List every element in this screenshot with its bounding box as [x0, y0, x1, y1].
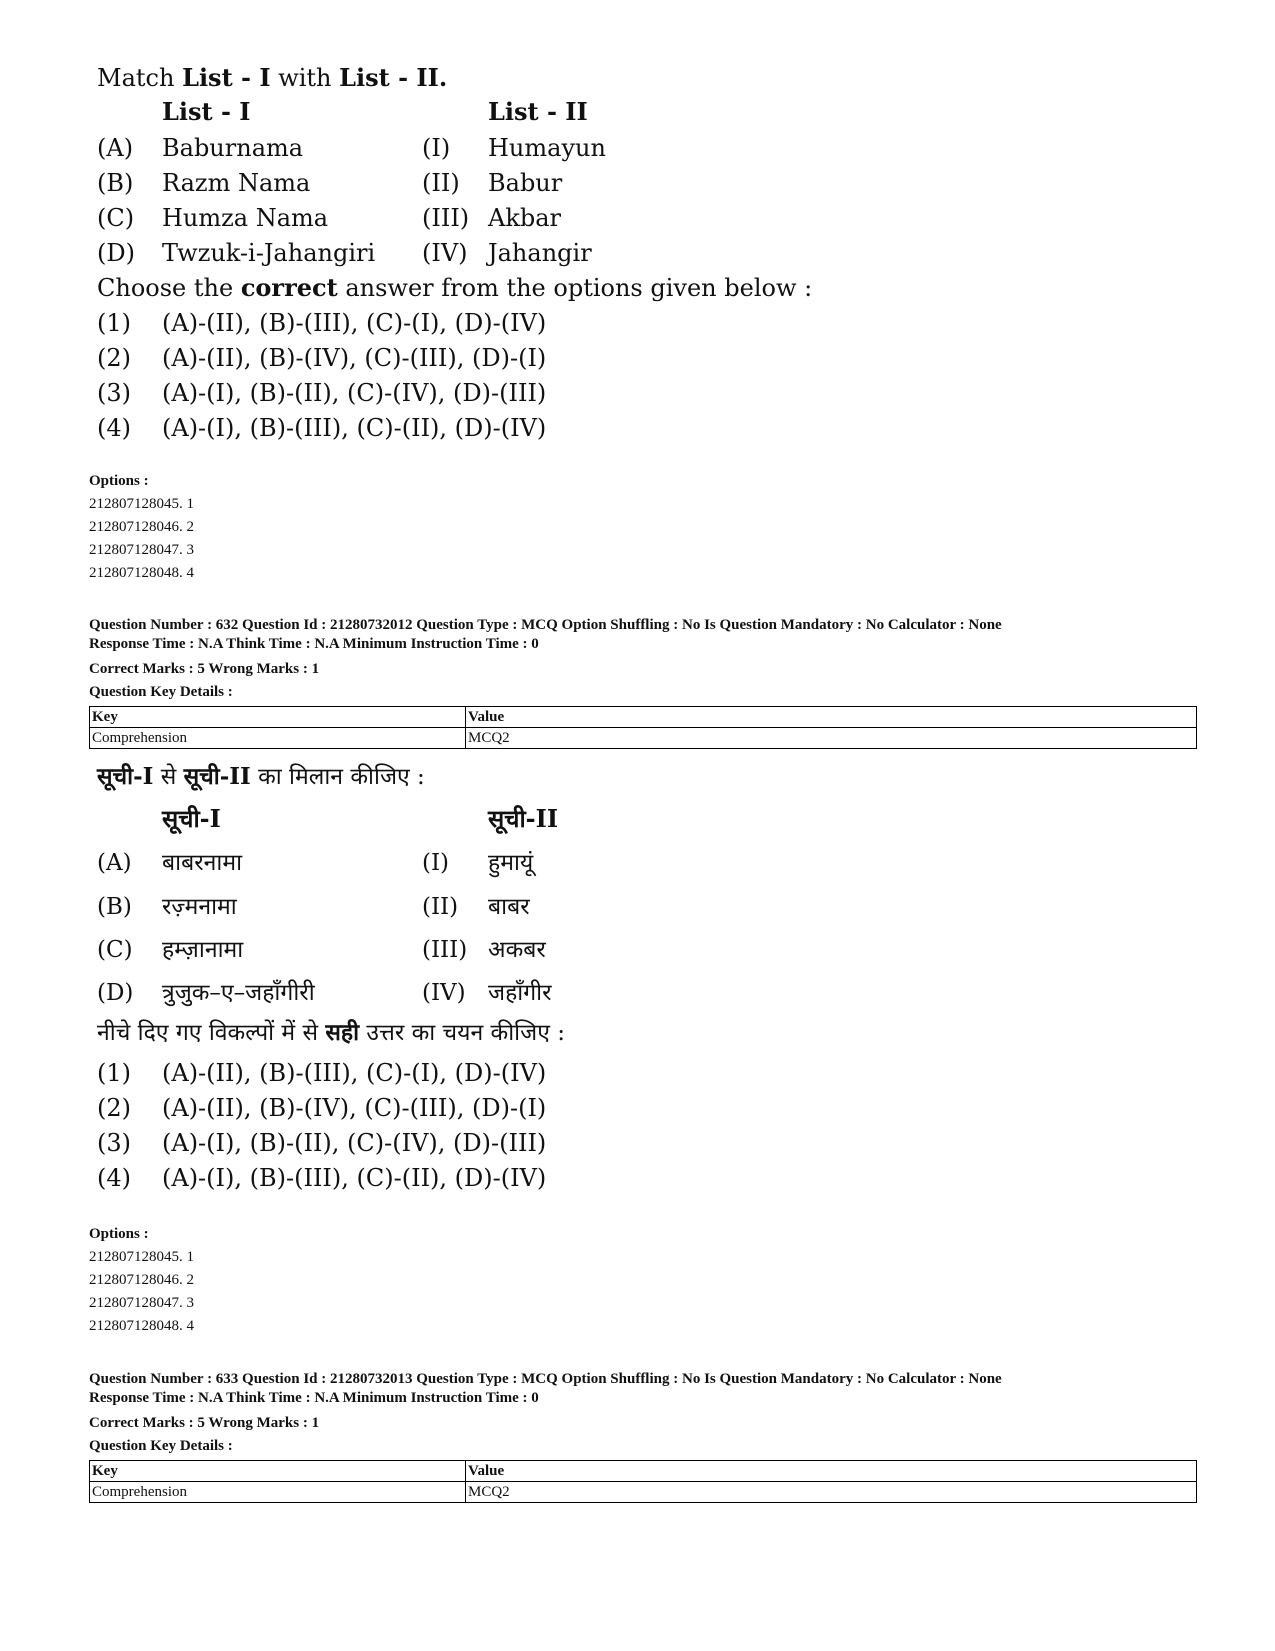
- answer-choice: [97, 1058, 797, 1088]
- list1-item: Humza Nama: [162, 204, 329, 232]
- list1-item: बाबरनामा: [162, 850, 243, 876]
- choice-number: (4): [97, 1164, 131, 1192]
- row-label: (A): [97, 850, 132, 876]
- text: से: [153, 764, 184, 790]
- text: सूची-I: [97, 763, 154, 790]
- table-cell: MCQ2: [466, 1482, 1197, 1503]
- option-id: 212807128048. 4: [89, 565, 194, 581]
- choice-number: (2): [97, 344, 131, 372]
- row-roman: (II): [422, 894, 459, 920]
- table-cell: Comprehension: [90, 1482, 466, 1503]
- text: with: [270, 64, 340, 92]
- list1-item: हम्ज़ानामा: [162, 937, 244, 963]
- row-label: (B): [97, 894, 132, 920]
- option-id: 212807128047. 3: [89, 1295, 194, 1311]
- key-details-label: Question Key Details :: [89, 1438, 233, 1454]
- list2-item: Jahangir: [488, 239, 592, 267]
- question-meta: [89, 1370, 1189, 1408]
- list2-heading: सूची-II: [488, 804, 559, 833]
- answer-choice: [97, 308, 797, 338]
- answer-choice: [97, 378, 797, 408]
- table-row: [90, 728, 1197, 749]
- key-details-label: Question Key Details :: [89, 684, 233, 700]
- match-row: [97, 168, 797, 198]
- row-roman: (IV): [422, 239, 468, 267]
- choice-text: (A)-(I), (B)-(III), (C)-(II), (D)-(IV): [162, 1164, 547, 1192]
- match-instruction: [97, 762, 425, 792]
- table-cell: MCQ2: [466, 728, 1197, 749]
- row-label: (C): [97, 204, 135, 232]
- text: का मिलान कीजिए :: [250, 764, 425, 790]
- row-roman: (III): [422, 204, 470, 232]
- option-id: 212807128046. 2: [89, 519, 194, 535]
- list2-item: Akbar: [488, 204, 562, 232]
- choice-number: (1): [97, 309, 131, 337]
- choice-number: (3): [97, 1129, 131, 1157]
- text: Choose the: [97, 274, 241, 302]
- question-632-body: [97, 762, 797, 1202]
- row-label: (D): [97, 980, 134, 1006]
- choice-text: (A)-(II), (B)-(IV), (C)-(III), (D)-(I): [162, 344, 547, 372]
- list2-item: Babur: [488, 169, 563, 197]
- row-roman: (I): [422, 134, 451, 162]
- choice-text: (A)-(I), (B)-(III), (C)-(II), (D)-(IV): [162, 414, 547, 442]
- match-row: [97, 238, 797, 268]
- header-cell: Value: [466, 707, 1197, 728]
- row-label: (A): [97, 134, 134, 162]
- text: List - II.: [339, 63, 448, 92]
- list1-item: Razm Nama: [162, 169, 311, 197]
- key-details-table: [89, 1460, 1197, 1503]
- options-label: Options :: [89, 1226, 149, 1242]
- row-label: (D): [97, 239, 135, 267]
- text: correct: [240, 273, 338, 302]
- list2-heading: List - II: [488, 97, 588, 126]
- list2-item: Humayun: [488, 134, 606, 162]
- choice-text: (A)-(I), (B)-(II), (C)-(IV), (D)-(III): [162, 1129, 547, 1157]
- match-instruction: [97, 63, 447, 93]
- choose-instruction: [97, 273, 812, 303]
- meta-line: Response Time : N.A Think Time : N.A Minimum Instruction Time : 0: [89, 1390, 539, 1406]
- text: Match: [97, 64, 183, 92]
- header-cell: Key: [90, 707, 466, 728]
- meta-line: Question Number : 633 Question Id : 21280732013 Question Type : MCQ Option Shuffling : No Is Question Mandatory : No Calculator : None: [89, 1371, 1002, 1387]
- list2-item: हुमायूं: [488, 850, 534, 876]
- meta-line: Question Number : 632 Question Id : 21280732012 Question Type : MCQ Option Shuffling : No Is Question Mandatory : No Calculator : None: [89, 617, 1002, 633]
- match-row: [97, 848, 797, 878]
- list1-item: Twzuk-i-Jahangiri: [162, 239, 376, 267]
- choice-number: (3): [97, 379, 131, 407]
- answer-choice: [97, 1163, 797, 1193]
- list1-item: रज़्मनामा: [162, 894, 237, 920]
- choice-number: (4): [97, 414, 131, 442]
- list2-item: जहाँगीर: [488, 980, 552, 1006]
- choice-text: (A)-(II), (B)-(III), (C)-(I), (D)-(IV): [162, 1059, 547, 1087]
- question-631-body: [97, 63, 813, 463]
- match-row: [97, 892, 797, 922]
- match-row: [97, 203, 797, 233]
- row-label: (B): [97, 169, 134, 197]
- meta-line: Response Time : N.A Think Time : N.A Minimum Instruction Time : 0: [89, 636, 539, 652]
- table-header-row: [90, 707, 1197, 728]
- row-roman: (III): [422, 937, 468, 963]
- match-row: [97, 935, 797, 965]
- header-cell: Value: [466, 1461, 1197, 1482]
- choice-text: (A)-(II), (B)-(IV), (C)-(III), (D)-(I): [162, 1094, 547, 1122]
- row-roman: (II): [422, 169, 460, 197]
- choice-number: (2): [97, 1094, 131, 1122]
- option-id: 212807128047. 3: [89, 542, 194, 558]
- row-label: (C): [97, 937, 133, 963]
- text: List - I: [182, 63, 271, 92]
- text: सही: [325, 1019, 360, 1046]
- answer-choice: [97, 1093, 797, 1123]
- table-cell: Comprehension: [90, 728, 466, 749]
- marks: Correct Marks : 5 Wrong Marks : 1: [89, 1415, 320, 1431]
- list2-item: बाबर: [488, 894, 530, 920]
- choose-instruction: [97, 1018, 565, 1048]
- match-row: [97, 133, 797, 163]
- list1-heading: List - I: [162, 97, 251, 126]
- list1-item: त्रुजुक–ए–जहाँगीरी: [162, 980, 315, 1006]
- text: सूची-II: [183, 763, 251, 790]
- row-roman: (I): [422, 850, 450, 876]
- answer-choice: [97, 343, 797, 373]
- question-meta: [89, 616, 1189, 654]
- list1-item: Baburnama: [162, 134, 304, 162]
- key-details-table: [89, 706, 1197, 749]
- header-cell: Key: [90, 1461, 466, 1482]
- choice-text: (A)-(I), (B)-(II), (C)-(IV), (D)-(III): [162, 379, 547, 407]
- answer-choice: [97, 413, 797, 443]
- text: उत्तर का चयन कीजिए :: [359, 1020, 565, 1046]
- table-row: [90, 1482, 1197, 1503]
- text: नीचे दिए गए विकल्पों में से: [97, 1020, 326, 1046]
- list1-heading: सूची-I: [162, 804, 221, 833]
- match-row: [97, 978, 797, 1008]
- text: answer from the options given below :: [337, 274, 813, 302]
- marks: Correct Marks : 5 Wrong Marks : 1: [89, 661, 320, 677]
- list2-item: अकबर: [488, 937, 546, 963]
- row-roman: (IV): [422, 980, 466, 1006]
- choice-number: (1): [97, 1059, 131, 1087]
- option-id: 212807128046. 2: [89, 1272, 194, 1288]
- choice-text: (A)-(II), (B)-(III), (C)-(I), (D)-(IV): [162, 309, 547, 337]
- option-id: 212807128045. 1: [89, 496, 194, 512]
- answer-choice: [97, 1128, 797, 1158]
- option-id: 212807128045. 1: [89, 1249, 194, 1265]
- table-header-row: [90, 1461, 1197, 1482]
- options-label: Options :: [89, 473, 149, 489]
- option-id: 212807128048. 4: [89, 1318, 194, 1334]
